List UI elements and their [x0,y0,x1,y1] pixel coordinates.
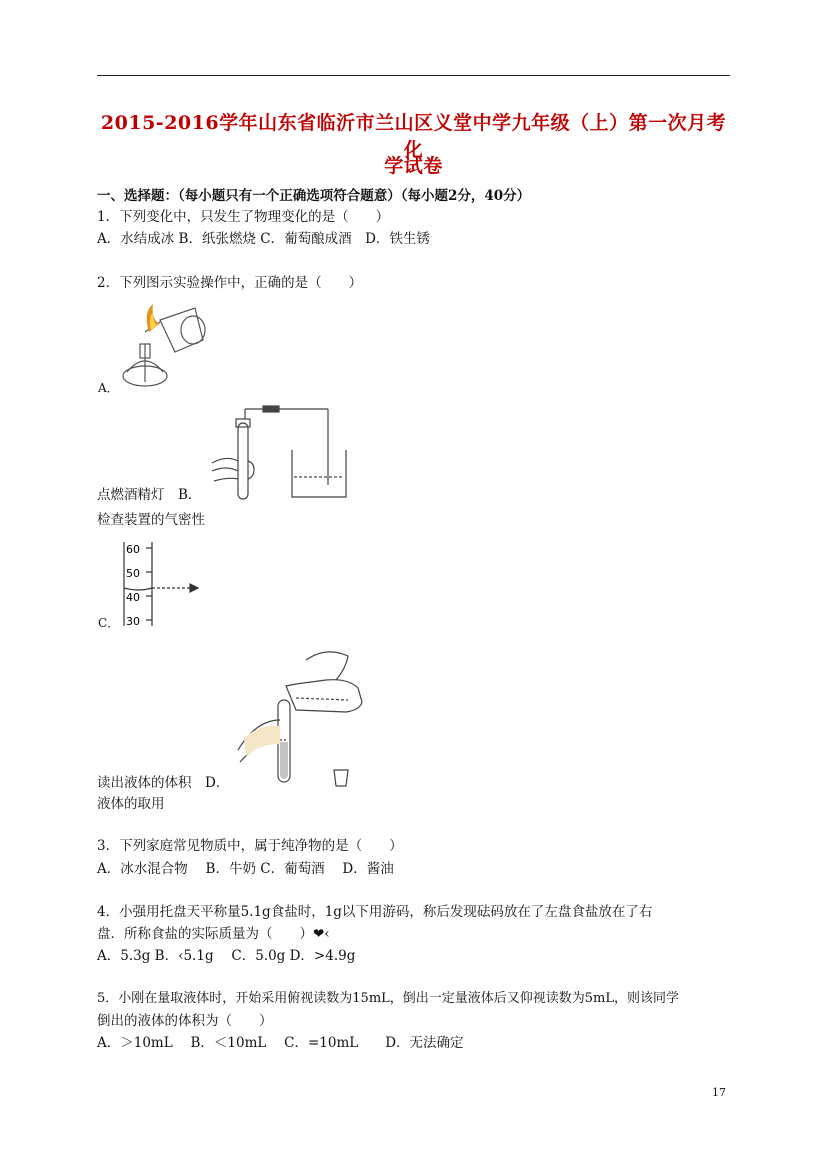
q2-c-caption: 读出液体的体积 D． [97,775,230,791]
q1-stem: 1．下列变化中，只发生了物理变化的是（ ） [97,209,390,225]
airtightness-figure [208,405,353,505]
q5-options: A．＞10mL B．＜10mL C．=10mL D．无法确定 [97,1035,464,1051]
q4-options: A．5.3g B．‹5.1g C．5.0g D．>4.9g [97,948,356,964]
q2-option-c-label: C． [98,616,120,630]
exam-title-line2: 学试卷 [384,155,443,177]
cyl-tick-30: 30 [126,615,140,628]
cyl-tick-40: 40 [126,591,140,604]
graduated-cylinder-figure [118,538,208,630]
q5-stem-line2: 倒出的液体的体积为（ ） [97,1013,273,1029]
q3-stem: 3．下列家庭常见物质中，属于纯净物的是（ ） [97,838,403,854]
cyl-tick-60: 60 [126,543,140,556]
q4-stem-line1: 4．小强用托盘天平称量5.1g食盐时，1g以下用游码，称后发现砝码放在了左盘食盐放在了右 [97,904,653,920]
q3-options: A．冰水混合物 B．牛奶 C．葡萄酒 D．酱油 [97,861,394,877]
exam-title-line1: 2015-2016学年山东省临沂市兰山区义堂中学九年级（上）第一次月考化 [100,112,727,161]
alcohol-lamp-figure [115,300,215,395]
q2-option-a-label: A． [98,381,119,395]
q2-b-caption: 检查装置的气密性 [97,512,205,528]
q2-d-caption: 液体的取用 [97,796,165,812]
q2-stem: 2．下列图示实验操作中，正确的是（ ） [97,275,363,291]
q4-stem-line2: 盘．所称食盐的实际质量为（ ）❤‹ [97,926,330,942]
q5-stem-line1: 5．小刚在量取液体时，开始采用俯视读数为15mL，倒出一定量液体后又仰视读数为5mL，则该同学 [97,991,680,1006]
q1-options: A．水结成冰 B．纸张燃烧 C．葡萄酿成酒 D．铁生锈 [97,231,430,247]
q2-a-caption: 点燃酒精灯 B． [97,487,202,503]
header-rule [97,75,730,76]
page-number: 17 [712,1086,726,1099]
section-heading: 一、选择题：（每小题只有一个正确选项符合题意）（每小题2分，40分） [97,188,531,204]
cyl-tick-50: 50 [126,567,140,580]
liquid-pouring-figure [236,640,364,788]
